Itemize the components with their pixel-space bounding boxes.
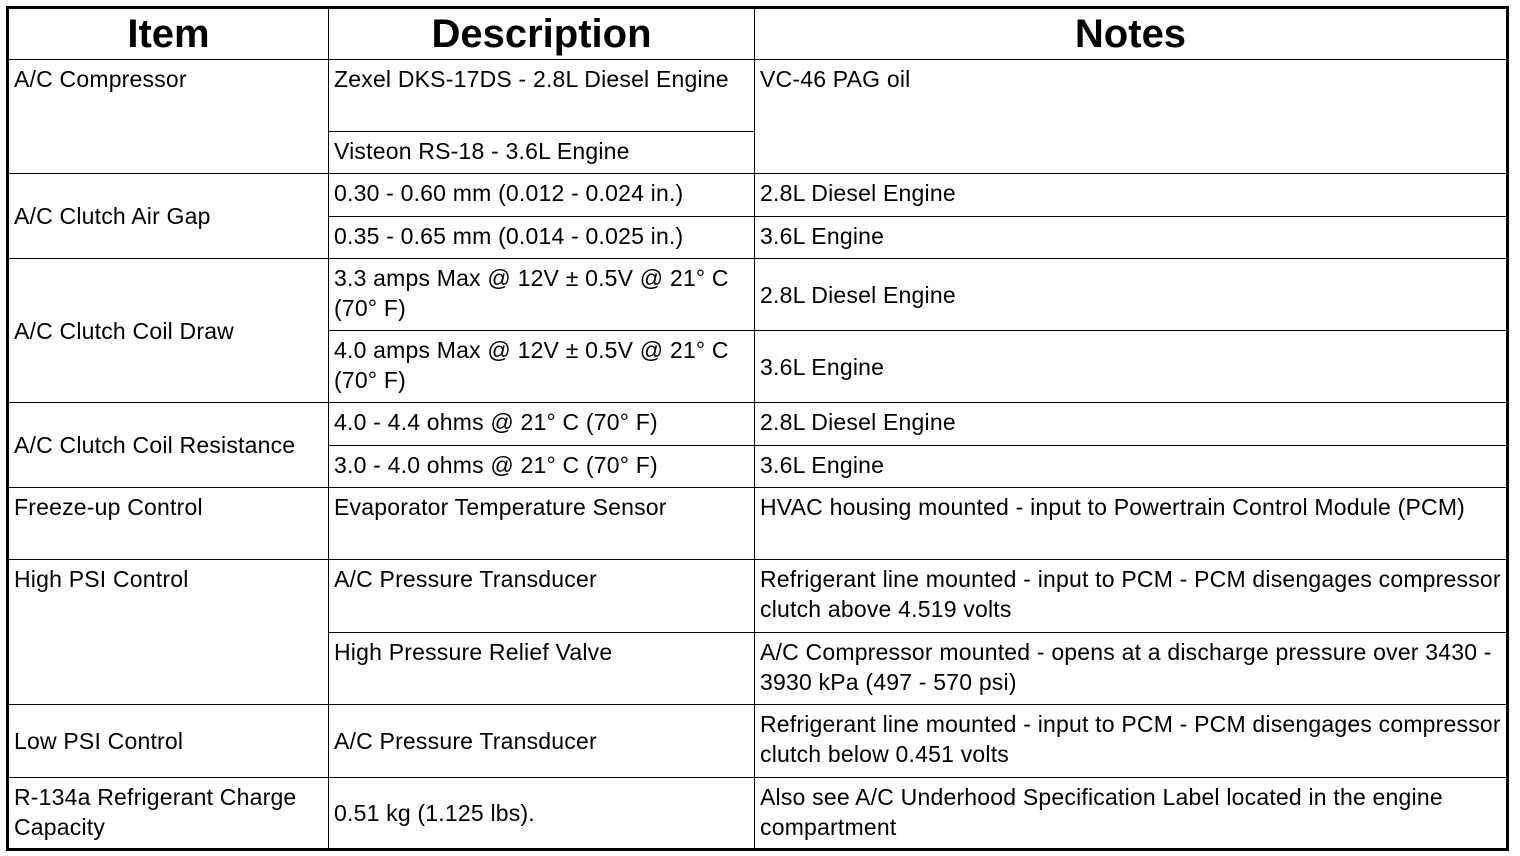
item-cell: High PSI Control (8, 560, 329, 705)
header-description: Description (329, 8, 755, 60)
notes-cell: Refrigerant line mounted - input to PCM - PCM disengages compressor clutch above 4.519 volts (755, 560, 1508, 633)
description-cell: Zexel DKS-17DS - 2.8L Diesel Engine (329, 60, 755, 132)
description-cell: 0.30 - 0.60 mm (0.012 - 0.024 in.) (329, 174, 755, 217)
table-row (8, 259, 1508, 331)
notes-cell: Refrigerant line mounted - input to PCM - PCM disengages compressor clutch below 0.451 volts (755, 705, 1508, 778)
header-notes: Notes (755, 8, 1508, 60)
table-row (8, 60, 1508, 132)
item-cell: Low PSI Control (8, 705, 329, 778)
item-cell: A/C Clutch Air Gap (8, 174, 329, 259)
description-cell: 3.0 - 4.0 ohms @ 21° C (70° F) (329, 446, 755, 488)
description-cell: 0.35 - 0.65 mm (0.014 - 0.025 in.) (329, 217, 755, 259)
table-row (8, 778, 1508, 850)
description-cell: A/C Pressure Transducer (329, 705, 755, 778)
description-cell: 4.0 amps Max @ 12V ± 0.5V @ 21° C (70° F) (329, 331, 755, 403)
description-cell: 0.51 kg (1.125 lbs). (329, 778, 755, 850)
table-row (8, 174, 1508, 217)
description-cell: Evaporator Temperature Sensor (329, 488, 755, 560)
description-cell: A/C Pressure Transducer (329, 560, 755, 633)
table-row (8, 403, 1508, 446)
notes-cell: A/C Compressor mounted - opens at a discharge pressure over 3430 - 3930 kPa (497 - 570 psi) (755, 633, 1508, 705)
notes-cell: 2.8L Diesel Engine (755, 259, 1508, 331)
notes-cell: 3.6L Engine (755, 217, 1508, 259)
notes-cell: 3.6L Engine (755, 446, 1508, 488)
notes-cell: VC-46 PAG oil (755, 60, 1508, 174)
item-cell: R-134a Refrigerant Charge Capacity (8, 778, 329, 850)
header-row (8, 8, 1508, 60)
table-row (8, 705, 1508, 778)
notes-cell: 2.8L Diesel Engine (755, 174, 1508, 217)
item-cell: A/C Clutch Coil Draw (8, 259, 329, 403)
table-row (8, 560, 1508, 633)
notes-cell: HVAC housing mounted - input to Powertrain Control Module (PCM) (755, 488, 1508, 560)
notes-cell: 2.8L Diesel Engine (755, 403, 1508, 446)
header-item: Item (8, 8, 329, 60)
table-row (8, 488, 1508, 560)
item-cell: A/C Compressor (8, 60, 329, 174)
notes-cell: Also see A/C Underhood Specification Label located in the engine compartment (755, 778, 1508, 850)
item-cell: Freeze-up Control (8, 488, 329, 560)
specifications-table (6, 6, 1509, 851)
description-cell: High Pressure Relief Valve (329, 633, 755, 705)
description-cell: Visteon RS-18 - 3.6L Engine (329, 132, 755, 174)
description-cell: 3.3 amps Max @ 12V ± 0.5V @ 21° C (70° F) (329, 259, 755, 331)
description-cell: 4.0 - 4.4 ohms @ 21° C (70° F) (329, 403, 755, 446)
notes-cell: 3.6L Engine (755, 331, 1508, 403)
item-cell: A/C Clutch Coil Resistance (8, 403, 329, 488)
